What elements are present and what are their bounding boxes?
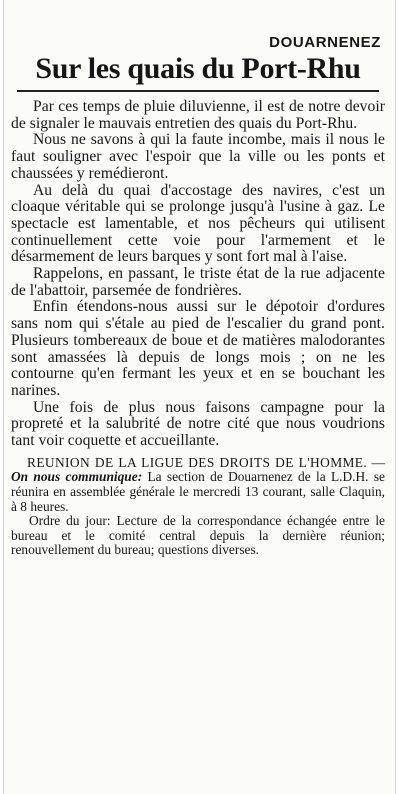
notice-paragraph: La section de Douarnenez de la L.D.H. se réunira en assemblée générale le mercredi 13 courant, salle Claquin, à 8 heures. xyxy=(11,469,385,514)
article-paragraph: Nous ne savons à qui la faute incombe, mais il nous le faut souligner avec l'espoir que la ville ou les ponts et chaussées y remédieront. xyxy=(11,131,385,182)
article-paragraph: Au delà du quai d'accostage des navires, c'est un cloaque véritable qui se prolonge jusqu'à l'usine à gaz. Le spectacle est lamentable, et nos pêcheurs qui utilisent continuellement cette voie pour l'armement et le désarmement de leurs barques y sont fort mal à l'aise. xyxy=(11,181,385,266)
dateline: DOUARNENEZ xyxy=(269,34,381,51)
newspaper-clipping xyxy=(3,0,396,794)
article-paragraph: Par ces temps de pluie diluvienne, il est de notre devoir de signaler le mauvais entretien des quais du Port-Rhu. xyxy=(11,98,385,132)
notice-separator: — xyxy=(367,454,385,470)
notice-lead xyxy=(11,456,385,514)
headline-rule xyxy=(17,90,379,92)
notice-subheading: On nous communique: xyxy=(11,469,143,485)
headline: Sur les quais du Port-Rhu xyxy=(35,52,361,85)
article-body xyxy=(11,99,385,450)
article-paragraph: Enfin étendons-nous aussi sur le dépotoir d'ordures sans nom qui s'étale au pied de l'escalier du grand pont. Plusieurs tombereaux de boue et de matières malodorantes sont amassées là depuis de longs mois ; on ne les contourne qu'en fermant les yeux et en se bouchant les narines. xyxy=(11,298,385,399)
article-paragraph: Rappelons, en passant, le triste état de la rue adjacente de l'abattoir, parsemée de fondrières. xyxy=(11,265,385,299)
ldh-notice xyxy=(11,456,385,558)
notice-paragraph: Ordre du jour: Lecture de la correspondance échangée entre le bureau et le comité central depuis la dernière réunion; renouvellement du bureau; questions diverses. xyxy=(11,513,385,558)
notice-heading: REUNION DE LA LIGUE DES DROITS DE L'HOMME. xyxy=(27,454,368,470)
article-paragraph: Une fois de plus nous faisons campagne pour la propreté et la salubrité de notre cité que nous voudrions tant voir coquette et accueillante. xyxy=(11,398,385,450)
